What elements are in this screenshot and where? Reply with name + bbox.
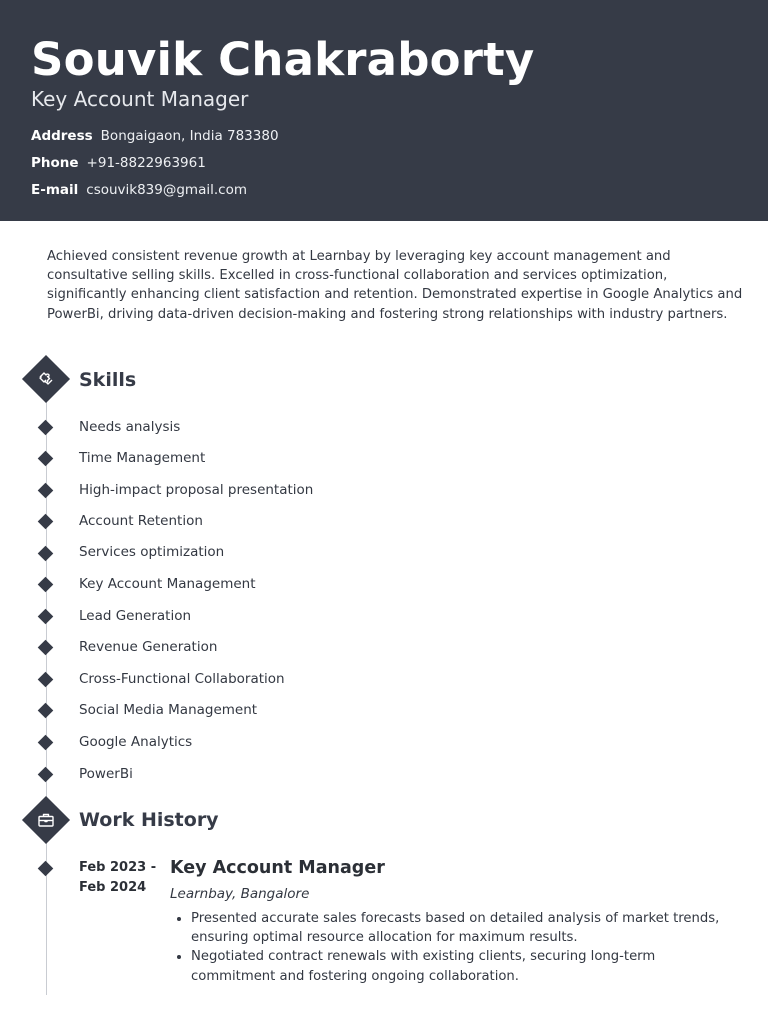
skill-bullet (38, 514, 54, 530)
job-dates (79, 858, 165, 898)
contact-phone (31, 154, 206, 172)
skills-section-title: Skills (79, 369, 137, 391)
skill-item: Account Retention (79, 513, 203, 529)
contact-email (31, 181, 247, 199)
contact-address (31, 127, 279, 145)
puzzle-icon (22, 355, 70, 403)
skill-bullet (38, 609, 54, 625)
skill-bullet (38, 767, 54, 783)
contact-value: Bongaigaon, India 783380 (100, 128, 279, 144)
contact-label: Address (31, 128, 93, 144)
resume-header (0, 0, 768, 221)
briefcase-icon (22, 796, 70, 844)
job-company: Learnbay, Bangalore (170, 886, 310, 902)
skill-bullet (38, 451, 54, 467)
skill-bullet (38, 672, 54, 688)
skill-bullet (38, 420, 54, 436)
contact-label: E-mail (31, 182, 79, 198)
skill-item: High-impact proposal presentation (79, 482, 314, 498)
skill-bullet (38, 703, 54, 719)
skill-bullet (38, 735, 54, 751)
candidate-title: Key Account Manager (31, 87, 249, 111)
contact-label: Phone (31, 155, 79, 171)
skill-item: Google Analytics (79, 734, 193, 750)
list-item: • Negotiated contract renewals with existing clients, securing long-term commitment and fostering ongoing collaboration. (191, 947, 731, 985)
skill-bullet (38, 577, 54, 593)
work-history-section-title: Work History (79, 809, 219, 831)
job-bullet (38, 861, 54, 877)
contact-value: +91-8822963961 (86, 155, 206, 171)
skill-item: Key Account Management (79, 576, 256, 592)
skill-item: Cross-Functional Collaboration (79, 671, 285, 687)
skill-item: Lead Generation (79, 608, 192, 624)
skill-item: Social Media Management (79, 702, 258, 718)
professional-summary: Achieved consistent revenue growth at Learnbay by leveraging key account management and consultative selling skills. Excelled in cross-functional collaboration and services optimization, significantly enhancing client satisfaction and retention. Demonstrated expertise in Google Analytics and PowerBi, driving data-driven decision-making and fostering strong relationships with industry partners. (47, 249, 743, 322)
skill-item: Revenue Generation (79, 639, 218, 655)
skill-item: Time Management (79, 450, 206, 466)
skill-bullet (38, 483, 54, 499)
timeline-line (46, 380, 47, 995)
skill-item: PowerBi (79, 766, 133, 782)
skill-item: Needs analysis (79, 419, 181, 435)
job-date-start: Feb 2023 - (79, 860, 157, 875)
contact-value: csouvik839@gmail.com (86, 182, 247, 198)
skill-bullet (38, 546, 54, 562)
job-responsibilities (191, 909, 731, 986)
job-date-end: Feb 2024 (79, 880, 147, 895)
skill-item: Services optimization (79, 544, 225, 560)
candidate-name: Souvik Chakraborty (31, 33, 535, 86)
job-title: Key Account Manager (170, 858, 385, 878)
skill-bullet (38, 640, 54, 656)
list-item: • Presented accurate sales forecasts based on detailed analysis of market trends, ensuring optimal resource allocation for maximum results. (191, 909, 731, 947)
